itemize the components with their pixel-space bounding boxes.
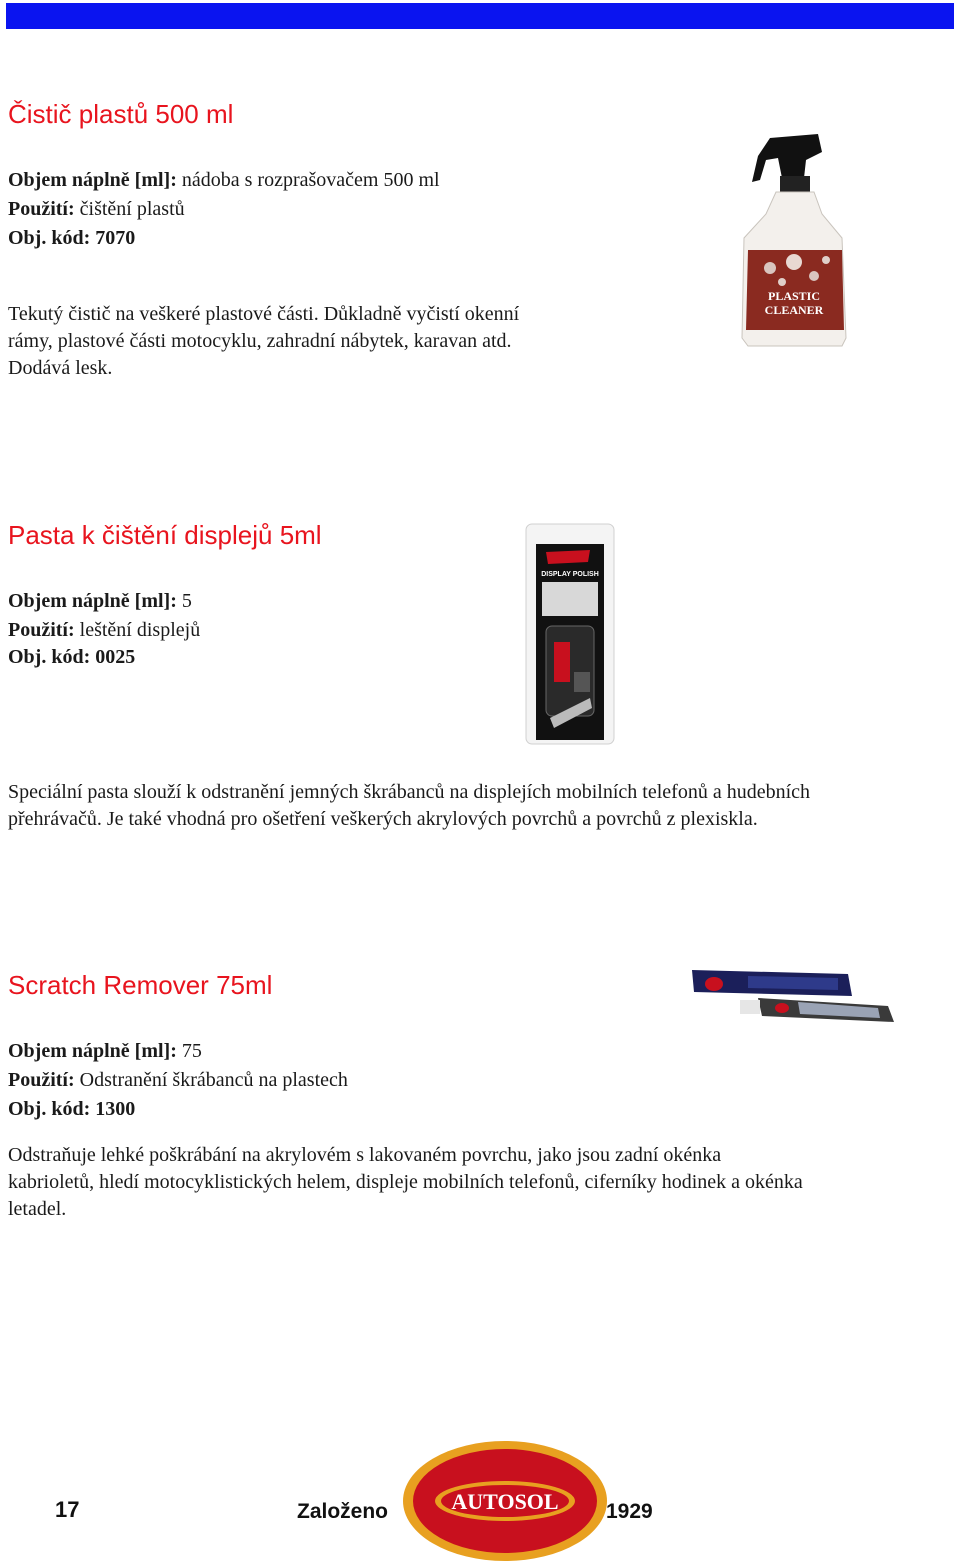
product-use: [8, 1066, 348, 1094]
volume-value: 5: [181, 590, 192, 612]
description-line: Speciální pasta slouží k odstranění jemných škrábanců na displejích mobilních telefonů a hudebních: [8, 781, 811, 803]
bottle-label-text: CLEANER: [764, 303, 824, 317]
volume-value: nádoba s rozprašovačem 500 ml: [181, 169, 440, 191]
description-line: Tekutý čistič na veškeré plastové části. Důkladně vyčistí okenní: [8, 303, 520, 325]
scratch-remover-tube-image: [688, 962, 900, 1032]
product-description: [8, 779, 958, 833]
volume-label: Objem náplně [ml]:: [8, 169, 177, 191]
use-label: Použití:: [8, 1069, 75, 1091]
autosol-logo: [400, 1438, 610, 1564]
description-line: rámy, plastové části motocyklu, zahradní nábytek, karavan atd.: [8, 330, 512, 352]
display-polish-box-image: [520, 522, 620, 746]
product-code: [8, 224, 135, 252]
description-line: letadel.: [8, 1198, 67, 1220]
product-use: [8, 616, 200, 644]
product-title: Scratch Remover 75ml: [8, 970, 273, 1000]
product-description: [8, 1142, 958, 1223]
description-line: kabrioletů, hledí motocyklistických helem, displeje mobilních telefonů, ciferníky hodinek a okénka: [8, 1171, 803, 1193]
use-label: Použití:: [8, 619, 75, 641]
product-code: [8, 1095, 135, 1123]
code-value: 0025: [95, 646, 136, 668]
box-label-text: DISPLAY POLISH: [541, 571, 599, 578]
product-use: [8, 195, 185, 223]
volume-value: 75: [181, 1040, 202, 1062]
product-description: [8, 301, 628, 382]
volume-label: Objem náplně [ml]:: [8, 1040, 177, 1062]
code-label: Obj. kód:: [8, 227, 91, 249]
use-value: čištění plastů: [79, 198, 185, 220]
code-label: Obj. kód:: [8, 646, 91, 668]
description-line: Dodává lesk.: [8, 357, 113, 379]
product-volume: [8, 166, 440, 194]
product-volume: [8, 1037, 202, 1065]
use-value: leštění displejů: [79, 619, 201, 641]
founded-year: 1929: [606, 1500, 653, 1523]
bottle-label-text: PLASTIC: [767, 289, 821, 303]
product-title: Čistič plastů 500 ml: [8, 99, 234, 129]
use-value: Odstranění škrábanců na plastech: [79, 1069, 348, 1091]
top-blue-bar: [6, 3, 954, 29]
product-volume: [8, 587, 192, 615]
plastic-cleaner-bottle-image: [730, 130, 855, 350]
code-label: Obj. kód:: [8, 1098, 91, 1120]
code-value: 7070: [95, 227, 136, 249]
use-label: Použití:: [8, 198, 75, 220]
page-number: 17: [55, 1497, 80, 1522]
logo-text: AUTOSOL: [451, 1489, 559, 1514]
volume-label: Objem náplně [ml]:: [8, 590, 177, 612]
founded-label: Založeno: [297, 1500, 389, 1523]
product-title: Pasta k čištění displejů 5ml: [8, 520, 322, 550]
description-line: přehrávačů. Je také vhodná pro ošetření veškerých akrylových povrchů a povrchů z plexiskla.: [8, 808, 758, 830]
description-line: Odstraňuje lehké poškrábání na akrylovém s lakovaném povrchu, jako jsou zadní okénka: [8, 1144, 722, 1166]
code-value: 1300: [95, 1098, 136, 1120]
product-code: [8, 643, 135, 671]
